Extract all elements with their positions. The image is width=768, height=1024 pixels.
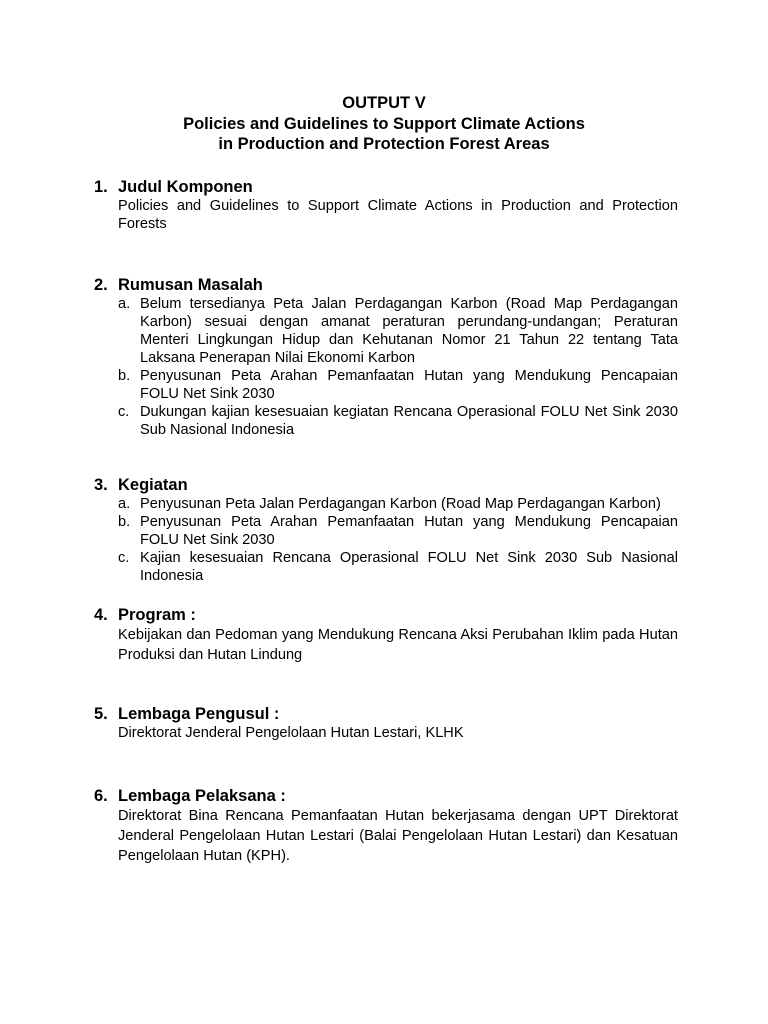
section-number: 5. [94, 705, 108, 723]
section-title: Program : [118, 606, 196, 624]
section-lembaga-pengusul [94, 704, 678, 742]
section-heading [94, 177, 678, 197]
problem-list [118, 295, 678, 439]
item-letter: b. [118, 368, 131, 384]
item-letter: a. [118, 296, 131, 312]
item-text: Penyusunan Peta Jalan Perdagangan Karbon (Road Map Perdagangan Karbon) [140, 496, 661, 512]
list-item [118, 495, 678, 513]
section-program [94, 605, 678, 665]
item-letter: b. [118, 514, 131, 530]
item-text: Penyusunan Peta Arahan Pemanfaatan Hutan yang Mendukung Pencapaian FOLU Net Sink 2030 [140, 368, 678, 402]
section-title: Rumusan Masalah [118, 276, 263, 294]
section-number: 1. [94, 178, 108, 196]
title-line-3: in Production and Protection Forest Areas [218, 135, 550, 153]
section-number: 2. [94, 276, 108, 294]
section-title: Kegiatan [118, 476, 188, 494]
section-title: Lembaga Pengusul : [118, 705, 280, 723]
section-body: Kebijakan dan Pedoman yang Mendukung Rencana Aksi Perubahan Iklim pada Hutan Produksi dan Hutan Lindung [118, 627, 678, 663]
item-letter: c. [118, 550, 130, 566]
section-number: 3. [94, 476, 108, 494]
section-body: Policies and Guidelines to Support Climate Actions in Production and Protection Forests [118, 198, 678, 232]
title-line-1: OUTPUT V [342, 94, 426, 112]
section-heading [94, 704, 678, 724]
title-line-2: Policies and Guidelines to Support Climate Actions [183, 114, 585, 133]
item-text: Kajian kesesuaian Rencana Operasional FOLU Net Sink 2030 Sub Nasional Indonesia [140, 550, 678, 584]
section-kegiatan [94, 475, 678, 585]
section-title: Judul Komponen [118, 178, 253, 196]
section-rumusan-masalah [94, 275, 678, 439]
section-heading [94, 475, 678, 495]
item-text: Belum tersedianya Peta Jalan Perdagangan Karbon (Road Map Perdagangan Karbon) sesuai dengan amanat peraturan perundang-undangan; Peraturan Menteri Lingkungan Hidup dan Kehutanan Nomor 21 Tahun 22 tentang Tata Laksana Penerapan Nilai Ekonomi Karbon [140, 296, 678, 366]
activity-list [118, 495, 678, 585]
list-item [118, 367, 678, 403]
list-item [118, 295, 678, 367]
section-heading [94, 786, 678, 806]
list-item [118, 403, 678, 439]
section-number: 4. [94, 606, 108, 624]
list-item [118, 513, 678, 549]
section-title: Lembaga Pelaksana : [118, 787, 286, 805]
section-body: Direktorat Bina Rencana Pemanfaatan Hutan bekerjasama dengan UPT Direktorat Jenderal Pengelolaan Hutan Lestari (Balai Pengelolaan Hutan Lestari) dan Kesatuan Pengelolaan Hutan (KPH). [118, 808, 678, 864]
item-text: Penyusunan Peta Arahan Pemanfaatan Hutan yang Mendukung Pencapaian FOLU Net Sink 2030 [140, 514, 678, 548]
section-heading [94, 605, 678, 625]
section-heading [94, 275, 678, 295]
section-judul-komponen [94, 177, 678, 233]
item-letter: c. [118, 404, 130, 420]
section-body: Direktorat Jenderal Pengelolaan Hutan Lestari, KLHK [118, 725, 464, 741]
section-number: 6. [94, 787, 108, 805]
document-title [0, 93, 768, 155]
list-item [118, 549, 678, 585]
item-letter: a. [118, 496, 131, 512]
item-text: Dukungan kajian kesesuaian kegiatan Rencana Operasional FOLU Net Sink 2030 Sub Nasional Indonesia [140, 404, 678, 438]
section-lembaga-pelaksana [94, 786, 678, 866]
